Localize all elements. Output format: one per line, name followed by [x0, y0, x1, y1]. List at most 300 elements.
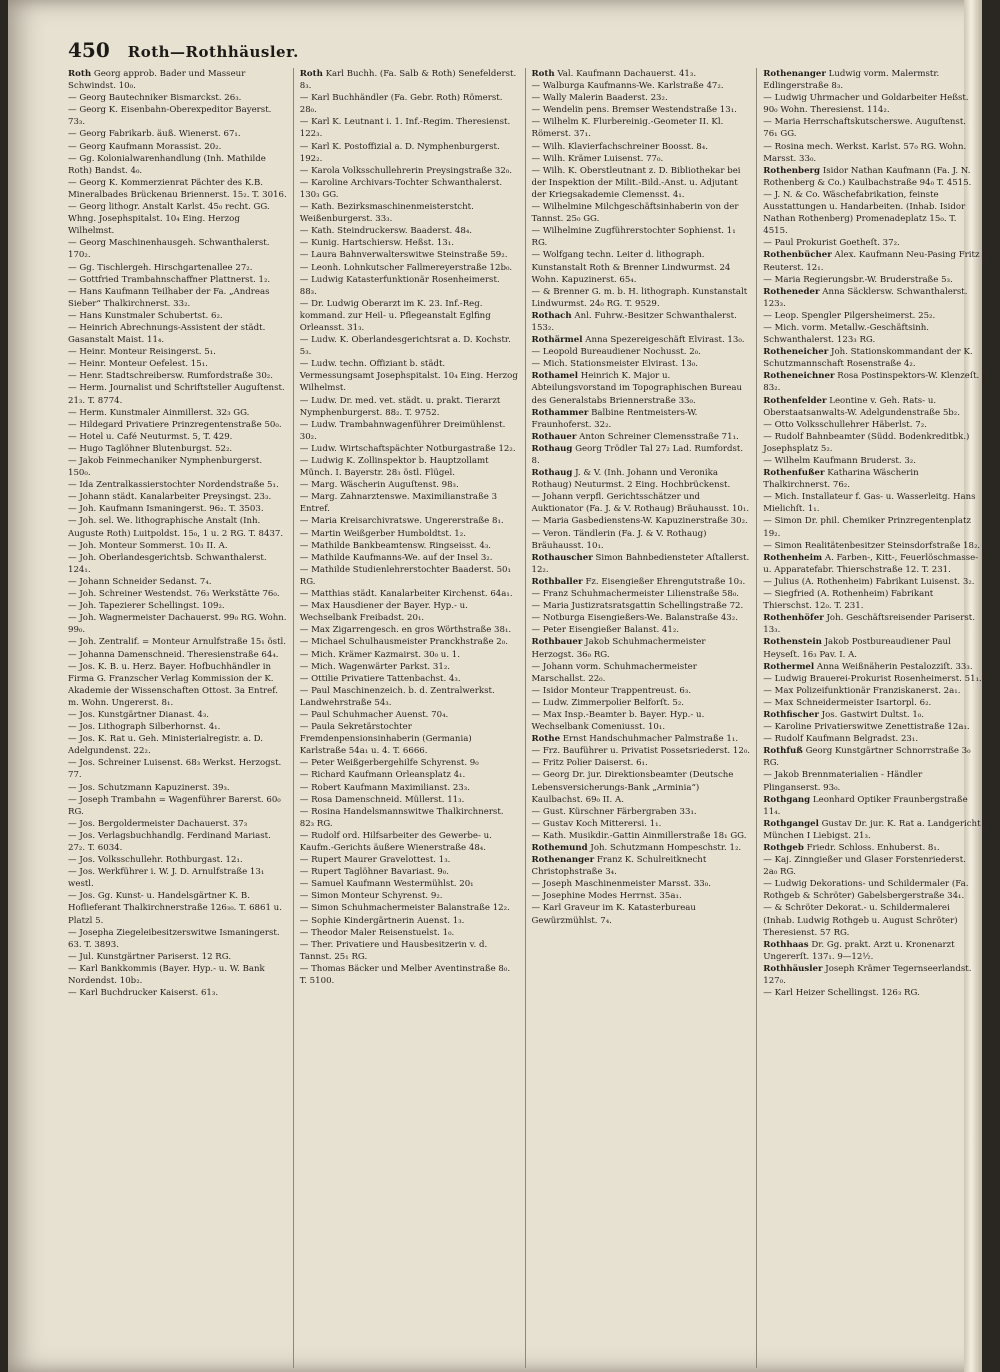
directory-entry [300, 419, 519, 443]
directory-entry [300, 915, 519, 927]
directory-entry [300, 878, 519, 890]
entry-text: — Johann verpfl. Gerichtsschätzer und Auktionator (Fa. J. & V. Rothaug) Bräuhausst. 10₁. [531, 492, 750, 515]
entry-surname: Rothamel [531, 371, 578, 382]
directory-entry [68, 128, 287, 140]
directory-entry [68, 358, 287, 370]
entry-text: — Jos. Volksschullehr. Rothburgast. 12₁. [68, 855, 243, 866]
entry-text: — Max Hausdiener der Bayer. Hyp.- u. Wechselbank Freibadst. 20₁. [299, 601, 468, 624]
entry-text: — & Schröter Dekorat.- u. Schildermalerei (Inhab. Ludwig Rothgeb u. August Schröter) Theresienst. 57 RG. [763, 903, 958, 938]
entry-text: Joseph Krämer Tegernseerlandst. 127₀. [763, 963, 972, 987]
directory-entry [532, 709, 751, 733]
directory-entry [532, 624, 751, 636]
directory-entry [68, 322, 287, 346]
entry-text: — Matthias städt. Kanalarbeiter Kirchenst. 64a₁. [299, 589, 513, 600]
entry-text: Leontine v. Geh. Rats- u. Oberstaatsanwalts-W. Adelgundenstraße 5b₂. [763, 395, 960, 418]
directory-entry [300, 237, 519, 249]
directory-entry [300, 395, 519, 419]
directory-entry [763, 842, 982, 854]
directory-entry [763, 697, 982, 709]
entry-text: Friedr. Schloss. Enhuberst. 8₁. [806, 843, 940, 853]
entry-text: — Wilh. K. Oberstleutnant z. D. Bibliothekar bei der Inspektion der Milit.-Bild.-Anst. u. Adjutant der Kriegsakademie Clemensst. 4₁. [531, 165, 741, 200]
directory-entry [532, 685, 751, 697]
entry-text: Anna Säcklersw. Schwanthalerst. 123₃. [763, 286, 968, 309]
entry-text: — Gustav Koch Mitterersi. 1₁. [531, 818, 662, 829]
directory-entry [532, 334, 751, 346]
directory-entry [300, 249, 519, 261]
directory-entry [300, 588, 519, 600]
entry-text: — Wendelin pens. Bremser Westendstraße 13₁. [531, 105, 737, 116]
directory-entry [763, 237, 982, 249]
entry-text: — Wilhelmine Milchgeschäftsinhaberin von der Tannst. 25₀ GG. [531, 202, 739, 225]
entry-text: — Georg lithogr. Anstalt Karlst. 45₀ recht. GG. Whng. Josephspitalst. 10₄ Eing. Herzog Wilhelmst. [68, 202, 270, 237]
directory-entry [532, 757, 751, 769]
entry-text: — Rosina Handelsmannswitwe Thalkirchnerst. 82₃ RG. [299, 806, 504, 829]
entry-text: — Johann vorm. Schuhmachermeister Marschallst. 22₀. [531, 661, 697, 684]
entry-text: — Kunig. Hartschiersw. Heßst. 13₁. [299, 238, 454, 249]
directory-entry [300, 939, 519, 963]
entry-text: — Johann städt. Kanalarbeiter Preysingst. 23₃. [68, 492, 272, 503]
directory-entry [68, 237, 287, 261]
entry-text: Alex. Kaufmann Neu-Pasing Fritz Reuterst. 12₁. [763, 250, 980, 273]
entry-surname: Rothauer [531, 431, 577, 442]
running-head: Roth—Rothhäusler. [127, 43, 299, 61]
directory-entry [532, 443, 751, 467]
directory-entry [300, 685, 519, 709]
directory-entry [300, 528, 519, 540]
directory-entry [300, 661, 519, 673]
directory-entry [300, 673, 519, 685]
directory-entry [763, 322, 982, 346]
entry-text: — Simon Dr. phil. Chemiker Prinzregentenplatz 19₂. [763, 516, 971, 539]
directory-entry [300, 794, 519, 806]
directory-entry [68, 661, 287, 709]
entry-text: — Wilh. Klavierfachschreiner Boosst. 8₄. [531, 141, 708, 152]
directory-entry [532, 225, 751, 249]
directory-entry [68, 68, 287, 92]
entry-text: — Georg Fabrikarb. äuß. Wienerst. 67₁. [68, 129, 241, 140]
entry-text: Anna Spezereigeschäft Elvirast. 13₀. [585, 335, 745, 346]
directory-entry [532, 92, 751, 104]
directory-entry [300, 334, 519, 358]
directory-entry [532, 818, 751, 830]
directory-entry [68, 600, 287, 612]
directory-entry [763, 370, 982, 394]
entry-text: — Dr. Ludwig Oberarzt im K. 23. Inf.-Reg. kommand. zur Heil- u. Pflegeanstalt Eglfing Orleansst. 31₃. [299, 298, 491, 333]
directory-entry [763, 165, 982, 189]
entry-text: — Ludwig Dekorations- und Schildermaler (Fa. Rothgeb & Schröter) Gabelsbergerstraße 34₁. [763, 879, 969, 902]
entry-text: — Johanna Damenschneid. Theresienstraße 64₄. [68, 649, 279, 660]
directory-entry [300, 455, 519, 479]
directory-entry [532, 806, 751, 818]
directory-entry [763, 346, 982, 370]
page-number: 450 [68, 38, 110, 62]
directory-entry [532, 80, 751, 92]
directory-entry [532, 153, 751, 165]
entry-surname: Rothammer [531, 407, 589, 418]
entry-text: — Rudolf Kaufmann Belgradst. 23₁. [763, 734, 919, 745]
entry-text: — Ludw. Zimmerpolier Belforſt. 5₂. [531, 697, 685, 708]
directory-entry [532, 902, 751, 926]
entry-text: — Jos. K. B. u. Herz. Bayer. Hofbuchhändler in Firma G. Franzscher Verlag Kommission der K. Akademie der Wissenschaften Ottost. 3a Entref. m. Wohn. Ungererst. 8₁. [68, 661, 278, 708]
directory-entry [532, 515, 751, 527]
entry-text: — Jos. Verlagsbuchhandlg. Ferdinand Mariast. 27₂. T. 6034. [68, 830, 271, 853]
directory-entry [763, 189, 982, 237]
directory-entry [763, 818, 982, 842]
entry-text: — Karl Buchdrucker Kaiserst. 61₃. [68, 988, 219, 999]
entry-text: — Kaj. Zinngießer und Glaser Forstenriederst. 2a₀ RG. [763, 855, 966, 878]
directory-entry [532, 745, 751, 757]
entry-text: Joh. Geschäftsreisender Pariserst. 13₃. [763, 613, 975, 636]
entry-text: — Gust. Kürschner Färbergraben 33₁. [531, 806, 697, 817]
entry-text: — Ludwig K. Zollinspektor b. Hauptzollamt Münch. I. Bayerstr. 28₃ östl. Flügel. [299, 456, 489, 479]
entry-text: — Rudolf ord. Hilfsarbeiter des Gewerbe- u. Kaufm.-Gerichts äußere Wienerstraße 48₄. [299, 830, 492, 853]
directory-entry [300, 890, 519, 902]
directory-entry [763, 612, 982, 636]
directory-entry [300, 782, 519, 794]
entry-text: Anton Schreiner Clemensstraße 71₁. [579, 431, 739, 442]
directory-entry [532, 104, 751, 116]
directory-entry [532, 697, 751, 709]
entry-surname: Rothärmel [531, 335, 583, 346]
entry-text: — Georg Maschinenhausgeh. Schwanthalerst. 170₂. [68, 238, 270, 261]
directory-entry [532, 249, 751, 285]
directory-entry [763, 552, 982, 576]
entry-text: — Peter Eisengießer Balanst. 41₂. [531, 625, 680, 636]
entry-text: — Fritz Polier Daiserst. 6₁. [531, 758, 648, 769]
entry-text: — Ludwig Brauerei-Prokurist Rosenheimerst. 51₁. [763, 673, 982, 684]
directory-entry [68, 818, 287, 830]
directory-entry [763, 673, 982, 685]
entry-text: — Isidor Monteur Trappentreust. 6₃. [531, 685, 692, 696]
directory-entry [68, 733, 287, 757]
entry-text: A. Farben-, Kitt-, Feuerlöschmasse- u. Apparatefabr. Thierschstraße 12. T. 231. [763, 552, 979, 575]
directory-entry [68, 588, 287, 600]
entry-text: — Joh. Kaufmann Ismaningerst. 96₂. T. 3503. [68, 504, 264, 515]
entry-text: — Ludw. K. Oberlandesgerichtsrat a. D. Kochstr. 5₃. [299, 335, 511, 358]
entry-surname: Rothauscher [531, 552, 593, 563]
directory-entry [68, 951, 287, 963]
entry-text: — Georg Kaufmann Morassist. 20₂. [68, 141, 222, 152]
entry-text: Jos. Gastwirt Dultst. 1₀. [821, 709, 924, 720]
entry-text: — Wilh. Krämer Luisenst. 77₀. [531, 153, 664, 164]
entry-text: — Max Zigarrengesch. en gros Wörthstraße 38₁. [299, 625, 512, 636]
directory-entry [68, 866, 287, 890]
entry-text: — Hans Kunstmaler Schubertst. 6₂. [68, 310, 223, 321]
entry-text: Ludwig vorm. Malermstr. Edlingerstraße 8₃. [763, 69, 940, 92]
directory-entry [300, 92, 519, 116]
directory-entry [300, 624, 519, 636]
entry-text: — Jos. Bergoldermeister Dachauerst. 37₃ [68, 818, 248, 829]
directory-entry [763, 419, 982, 431]
directory-entry [68, 927, 287, 951]
entry-text: Val. Kaufmann Dachauerst. 41₃. [557, 69, 697, 79]
directory-entry [68, 709, 287, 721]
entry-text: Georg Trödler Tal 27₂ Lad. Rumfordst. 8. [531, 443, 744, 466]
entry-text: — Mich. Installateur f. Gas- u. Wasserleitg. Hans Mielichſt. 1₁. [763, 492, 976, 515]
entry-text: — Georg K. Eisenbahn-Oberexpeditor Bayerst. 73₃. [68, 105, 272, 128]
entry-text: — Jul. Kunstgärtner Pariserst. 12 RG. [68, 951, 232, 962]
directory-entry [532, 431, 751, 443]
directory-entry [300, 491, 519, 515]
entry-text: — Ludwig Uhrmacher und Goldarbeiter Heßst. 90₀ Wohn. Theresienst. 114₂. [763, 93, 969, 116]
directory-entry [300, 479, 519, 491]
entry-text: — Heinr. Monteur Reisingerst. 5₁. [68, 347, 216, 358]
entry-text: — Rosa Damenschneid. Müllerst. 11₃. [299, 794, 465, 805]
entry-text: — Jakob Brennmaterialien - Händler Plinganserst. 93₀. [763, 770, 923, 793]
entry-surname: Rothach [531, 310, 572, 321]
entry-text: — Paul Schuhmacher Auenst. 70₄. [299, 709, 449, 720]
directory-column [525, 68, 757, 1368]
entry-surname: Roth [68, 69, 92, 79]
entry-text: — Herm. Journalist und Schriftsteller Auguſtenst. 21₃. T. 8774. [68, 383, 285, 406]
directory-entry [68, 757, 287, 781]
entry-text: — Joseph Trambahn = Wagenführer Barerst. 60₀ RG. [68, 794, 281, 817]
entry-text: — Wally Malerin Baaderst. 23₂. [531, 93, 668, 104]
entry-text: — Robert Kaufmann Maximilianst. 23₃. [299, 782, 470, 793]
entry-text: — Franz Schuhmachermeister Lilienstraße 58₀. [531, 589, 740, 600]
directory-entry [68, 419, 287, 431]
entry-text: Rosa Postinspektors-W. Klenzeſt. 83₂. [763, 371, 980, 394]
entry-text: — Max Schneidermeister Isartorpl. 6₂. [763, 697, 932, 708]
directory-entry [300, 564, 519, 588]
entry-text: — Maria Herrschaftskutscherswe. Auguſtenst. 76₁ GG. [763, 117, 967, 140]
entry-surname: Rothenanger [531, 855, 595, 866]
directory-entry [68, 370, 287, 382]
directory-entry [763, 636, 982, 660]
directory-entry [532, 588, 751, 600]
entry-text: — Joh. Zentralif. = Monteur Arnulfstraße 15₁ östl. [68, 637, 287, 648]
entry-text: — Notburga Eisengießers-We. Balanstraße 43₂. [531, 613, 738, 624]
directory-entry [532, 576, 751, 588]
entry-text: — Sophie Kindergärtnerin Auenst. 1₃. [299, 915, 465, 926]
entry-surname: Rothgeb [763, 843, 804, 853]
directory-entry [300, 866, 519, 878]
entry-surname: Rothgang [763, 794, 811, 805]
directory-column [756, 68, 988, 1368]
directory-entry [68, 274, 287, 286]
directory-entry [763, 274, 982, 286]
directory-column [293, 68, 525, 1368]
entry-text: — Leonh. Lohnkutscher Fallmereyerstraße 12b₀. [299, 262, 513, 273]
directory-entry [68, 262, 287, 274]
entry-text: — Jakob Feinmechaniker Nymphenburgerst. 150₀. [68, 456, 263, 479]
entry-text: — Walburga Kaufmanns-We. Karlstraße 47₂. [531, 81, 724, 92]
directory-entry [532, 370, 751, 406]
directory-entry [68, 177, 287, 201]
directory-entry [68, 854, 287, 866]
directory-entry [300, 515, 519, 527]
directory-entry [763, 286, 982, 310]
entry-text: — Jos. Kunstgärtner Dianast. 4₃. [68, 709, 210, 720]
entry-text: — Maria Justizratsratsgattin Schellingstraße 72. [531, 601, 744, 612]
directory-entry [763, 939, 982, 963]
entry-text: — Georg K. Kommerzienrat Pächter des K.B. Mineralbades Brückenau Briennerst. 15₂. T. 3016. [68, 177, 287, 200]
entry-text: Leonhard Optiker Fraunbergstraße 11₄. [763, 794, 968, 817]
directory-entry [532, 769, 751, 805]
entry-surname: Rothballer [531, 576, 583, 587]
entry-text: Dr. Gg. prakt. Arzt u. Kronenarzt Ungererſt. 137₁. 9—12½. [763, 939, 955, 962]
entry-text: — Frz. Bauführer u. Privatist Possetsriederst. 12₀. [531, 746, 751, 757]
directory-entry [763, 745, 982, 769]
directory-entry [68, 552, 287, 576]
directory-entry [68, 782, 287, 794]
entry-text: — Herm. Kunstmaler Ainmillerst. 32₃ GG. [68, 407, 250, 418]
entry-text: — Hugo Taglöhner Blutenburgst. 52₂. [68, 443, 233, 454]
entry-text: — Karl K. Postoffizial a. D. Nymphenburgerst. 192₂. [299, 141, 500, 164]
entry-text: — Mathilde Kaufmanns-We. auf der Insel 3₂. [299, 552, 493, 563]
directory-entry [68, 479, 287, 491]
entry-text: — Gottfried Trambahnschaffner Plattnerst. 1₂. [68, 274, 271, 285]
directory-entry [763, 310, 982, 322]
entry-text: — Joh. Wagnermeister Dachauerst. 99₀ RG. Wohn. 99₀. [68, 613, 287, 636]
directory-entry [300, 177, 519, 201]
entry-text: — Jos. Schreiner Luisenst. 68₃ Werkst. Herzogst. 77. [68, 758, 282, 781]
directory-entry [300, 443, 519, 455]
entry-surname: Rothenfelder [763, 395, 827, 406]
entry-text: — Mich. Stationsmeister Elvirast. 13₀. [531, 359, 699, 370]
entry-surname: Rothenheim [763, 552, 823, 563]
entry-text: — Otto Volksschullehrer Häberlst. 7₂. [763, 419, 927, 430]
entry-text: — Julius (A. Rothenheim) Fabrikant Luisenst. 3₂. [763, 576, 975, 587]
directory-entry [300, 165, 519, 177]
directory-entry [68, 576, 287, 588]
entry-text: — Georg Bautechniker Bismarckst. 26₃. [68, 93, 242, 104]
directory-entry [763, 963, 982, 987]
directory-entry [300, 963, 519, 987]
directory-entry [68, 503, 287, 515]
entry-text: — Martin Weißgerber Humboldtst. 1₂. [299, 528, 466, 539]
entry-text: Anl. Fuhrw.-Besitzer Schwanthalerst. 153₂. [531, 310, 737, 333]
directory-entry [300, 902, 519, 914]
entry-text: — Maria Kreisarchivratswe. Ungererstraße 8₁. [299, 516, 504, 527]
directory-entry [68, 201, 287, 237]
directory-entry [300, 201, 519, 225]
directory-entry [300, 540, 519, 552]
entry-text: — Hildegard Privatiere Prinzregentenstraße 50₀. [68, 419, 282, 430]
entry-surname: Rothenstein [763, 637, 822, 648]
entry-surname: Rothaug [531, 468, 573, 479]
directory-entry [68, 987, 287, 999]
entry-text: — Karola Volksschullehrerin Preysingstraße 32₀. [299, 165, 512, 176]
entry-surname: Rotheneder [763, 286, 820, 297]
directory-entry [763, 141, 982, 165]
directory-entry [763, 902, 982, 938]
entry-text: — Ludwig Katasterfunktionär Rosenheimerst. 88₃. [299, 274, 500, 297]
entry-text: Jakob Postbureaudiener Paul Heyseſt. 16₃ Pav. I. A. [763, 637, 951, 660]
directory-entry [763, 588, 982, 612]
directory-entry [68, 443, 287, 455]
entry-text: — Karoline Archivars-Tochter Schwanthalerst. 130₃ GG. [299, 177, 503, 200]
entry-surname: Rotheneicher [763, 347, 829, 358]
entry-surname: Rothgangel [763, 818, 819, 829]
entry-text: — Ludw. techn. Offiziant b. städt. Vermessungsamt Josephspitalst. 10₄ Eing. Herzog Wilhelmst. [299, 359, 518, 394]
directory-entry [532, 528, 751, 552]
entry-text: — Heinr. Monteur Oefelest. 15₁. [68, 359, 208, 370]
directory-column [68, 68, 293, 1368]
directory-entry [68, 794, 287, 818]
entry-text: — Hotel u. Café Neuturmst. 5, T. 429. [68, 431, 233, 442]
directory-columns [68, 68, 988, 1368]
entry-text: — Marg. Wäscherin Auguſtenst. 98₃. [299, 480, 459, 491]
entry-text: — Rudolf Bahnbeamter (Südd. Bodenkreditbk.) Josephsplatz 5₂. [763, 431, 970, 454]
directory-entry [68, 310, 287, 322]
directory-entry [763, 431, 982, 455]
directory-entry [300, 116, 519, 140]
entry-surname: Rotheneichner [763, 371, 835, 382]
entry-text: Joh. Stationskommandant der K. Schutzmannschaft Rosenstraße 4₂. [763, 347, 973, 370]
entry-text: — Kath. Steindruckersw. Baaderst. 48₄. [299, 226, 473, 237]
entry-text: — Joseph Maschinenmeister Marsst. 33₀. [531, 879, 711, 890]
directory-entry [68, 455, 287, 479]
entry-surname: Roth [299, 69, 323, 79]
entry-text: — Ludw. Trambahnwagenführer Dreimühlenst. 30₂. [299, 419, 506, 442]
entry-text: — Siegfried (A. Rothenheim) Fabrikant Thierschst. 12₀. T. 231. [763, 589, 934, 612]
entry-text: Anna Weißnäherin Pestalozziſt. 33₃. [816, 661, 973, 672]
entry-text: Ernst Handschuhmacher Palmstraße 1₁. [562, 734, 739, 745]
entry-text: — Johann Schneider Sedanst. 7₄. [68, 576, 212, 587]
directory-entry [300, 769, 519, 781]
entry-text: — Paula Sekretärstochter Fremdenpensionsinhaberin (Germania) Karlstraße 54a₁ u. 4. T. 6666. [299, 722, 472, 757]
entry-text: Balbine Rentmeisters-W. Fraunhoferst. 32₂. [531, 407, 698, 430]
entry-text: — Joh. Schreiner Westendst. 76₃ Werkstätte 76₀. [68, 589, 280, 600]
directory-entry [532, 407, 751, 431]
directory-entry [300, 757, 519, 769]
entry-surname: Rothermel [763, 661, 815, 672]
directory-entry [300, 649, 519, 661]
entry-text: Franz K. Schulreitknecht Christophstraße 3₄. [531, 855, 707, 878]
directory-entry [532, 600, 751, 612]
directory-entry [763, 721, 982, 733]
directory-entry [763, 92, 982, 116]
directory-entry [300, 68, 519, 92]
directory-entry [68, 890, 287, 926]
directory-page [8, 0, 982, 1372]
entry-text: — Maria Gasbedienstens-W. Kapuzinerstraße 30₂. [531, 516, 748, 527]
directory-entry [68, 141, 287, 153]
entry-text: — Joh. sel. We. lithographische Anstalt (Inh. Auguste Roth) Luitpoldst. 15₀, 1 u. 2 RG. T. 8437. [68, 516, 284, 539]
entry-text: — Ottilie Privatiere Tattenbachst. 4₃. [299, 673, 461, 684]
directory-entry [532, 612, 751, 624]
entry-text: — Simon Schuhmachermeister Balanstraße 12₂. [299, 903, 510, 914]
directory-entry [68, 346, 287, 358]
directory-entry [68, 104, 287, 128]
directory-entry [68, 721, 287, 733]
directory-entry [532, 636, 751, 660]
entry-surname: Rothhäusler [763, 963, 823, 974]
directory-entry [763, 769, 982, 793]
directory-entry [532, 842, 751, 854]
directory-entry [68, 963, 287, 987]
entry-text: — Jos. Schutzmann Kapuzinerst. 39₃. [68, 782, 230, 793]
entry-text: — Max Insp.-Beamter b. Bayer. Hyp.- u. Wechselbank Comeniusst. 10₁. [531, 709, 705, 733]
directory-entry [532, 116, 751, 140]
directory-entry [68, 431, 287, 443]
entry-text: — Karl K. Leutnant i. 1. Inf.-Regim. Theresienst. 122₃. [299, 117, 511, 140]
entry-text: — Michael Schulhausmeister Pranckhstraße 2₀. [299, 637, 508, 648]
entry-text: — Richard Kaufmann Orleansplatz 4₁. [299, 770, 466, 781]
entry-text: Georg approb. Bader und Masseur Schwindst. 10₀. [68, 69, 246, 92]
directory-entry [300, 225, 519, 237]
entry-surname: Rothenberg [763, 165, 821, 176]
entry-text: — Karl Buchhändler (Fa. Gebr. Roth) Römerst. 28₀. [299, 93, 503, 116]
entry-text: — Karoline Privatierswitwe Zenettistraße 12a₁. [763, 722, 970, 733]
entry-text: — Veron. Tändlerin (Fa. J. & V. Rothaug) Bräuhausst. 10₁. [531, 528, 707, 551]
entry-text: — Wilhelm Kaufmann Bruderst. 3₂. [763, 456, 916, 466]
directory-entry [532, 467, 751, 491]
entry-surname: Rothenfußer [763, 468, 825, 479]
entry-text: — Wilhelm K. Flurbereinig.-Geometer II. Kl. Römerst. 37₁. [531, 117, 724, 140]
entry-text: — Jos. K. Rat u. Geh. Ministerialregistr. a. D. Adelgundenst. 22₂. [68, 734, 263, 757]
